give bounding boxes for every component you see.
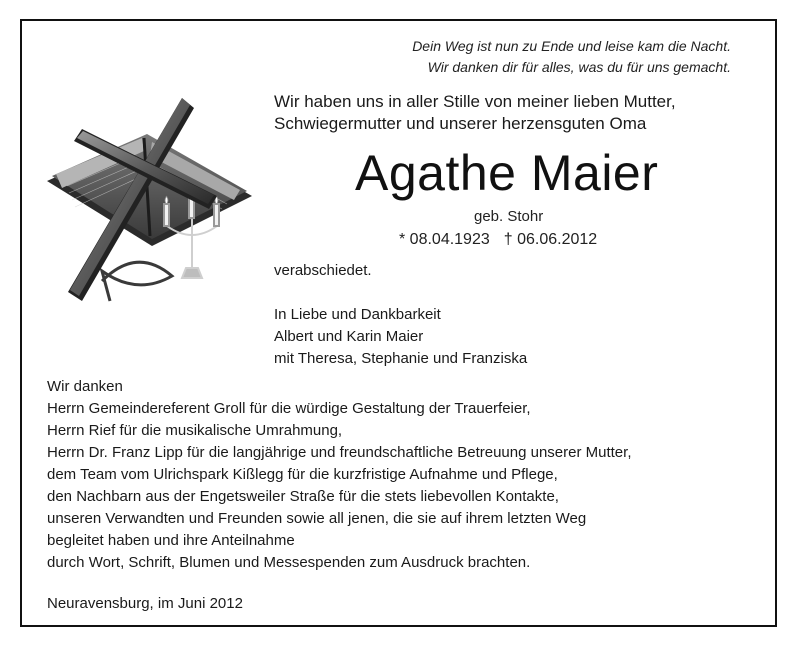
thanks-line: Herrn Rief für die musikalische Umrahmung, xyxy=(47,422,343,439)
intro-line-2: Schwiegermutter und unserer herzensguten Oma xyxy=(274,114,647,133)
motto-line-2: Wir danken dir für alles, was du für uns gemacht. xyxy=(427,59,731,75)
death-date: † 06.06.2012 xyxy=(503,231,598,248)
signature-line-3: mit Theresa, Stephanie und Franziska xyxy=(274,350,528,367)
place-and-date: Neuravensburg, im Juni 2012 xyxy=(47,595,243,612)
thanks-line: dem Team vom Ulrichspark Kißlegg für die kurzfristige Aufnahme und Pflege, xyxy=(47,466,558,483)
deceased-name: Agathe Maier xyxy=(355,145,659,201)
signature-line-1: In Liebe und Dankbarkeit xyxy=(274,306,441,323)
motto-line-1: Dein Weg ist nun zu Ende und leise kam die Nacht. xyxy=(412,38,731,54)
family-signature xyxy=(274,304,527,370)
thanks-line: Herrn Gemeindereferent Groll für die würdige Gestaltung der Trauerfeier, xyxy=(47,400,531,417)
farewell-text: verabschiedet. xyxy=(274,262,372,279)
memorial-illustration xyxy=(42,96,262,311)
thanks-line: den Nachbarn aus der Engetsweiler Straße für die stets liebevollen Kontakte, xyxy=(47,488,559,505)
intro-line-1: Wir haben uns in aller Stille von meiner lieben Mutter, xyxy=(274,92,676,111)
thanks-line: begleitet haben und ihre Anteilnahme xyxy=(47,532,295,549)
signature-line-2: Albert und Karin Maier xyxy=(274,328,424,345)
life-dates xyxy=(399,229,597,251)
thanks-line: Wir danken xyxy=(47,378,123,395)
intro-text xyxy=(274,91,676,135)
acknowledgements xyxy=(47,376,632,574)
bible-icon xyxy=(47,134,252,246)
thanks-line: unseren Verwandten und Freunden sowie all jenen, die sie auf ihrem letzten Weg xyxy=(47,510,587,527)
motto-verse xyxy=(412,36,731,78)
birth-date: * 08.04.1923 xyxy=(399,231,490,248)
maiden-name: geb. Stohr xyxy=(474,208,544,225)
thanks-line: Herrn Dr. Franz Lipp für die langjährige und freundschaftliche Betreuung unserer Mutter, xyxy=(47,444,632,461)
ichthys-fish-icon xyxy=(102,262,172,301)
obituary-notice xyxy=(20,19,777,627)
thanks-line: durch Wort, Schrift, Blumen und Messespenden zum Ausdruck brachten. xyxy=(47,554,531,571)
